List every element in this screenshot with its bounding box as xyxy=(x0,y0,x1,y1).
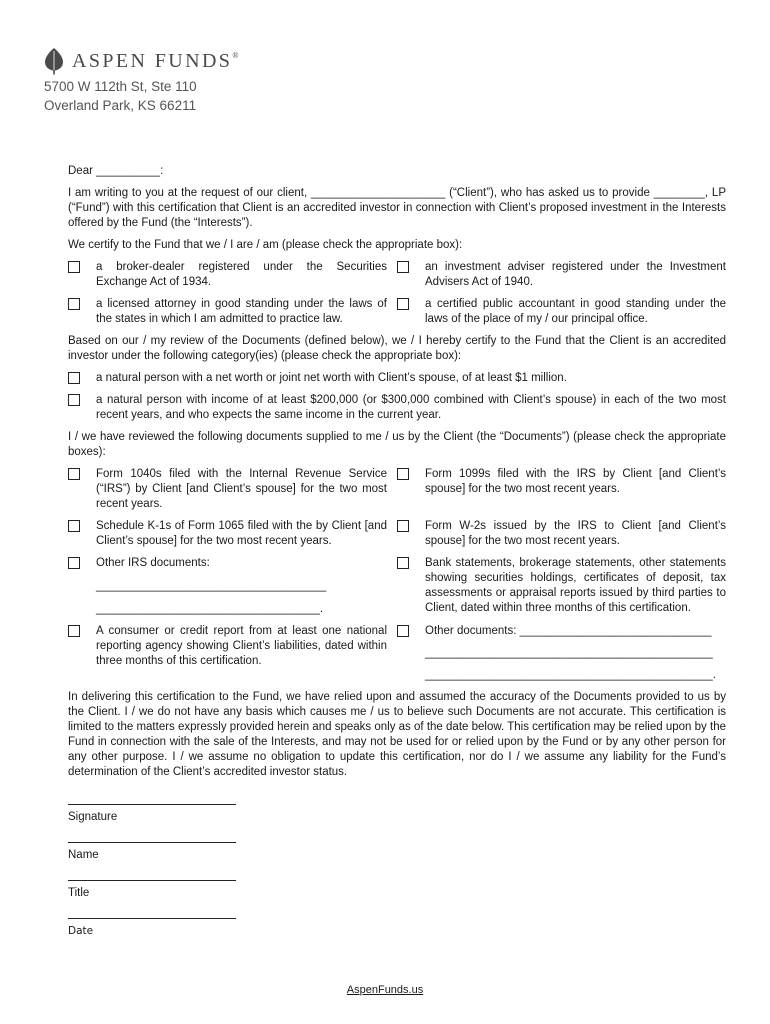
checkbox[interactable] xyxy=(68,298,80,310)
date-label: Date xyxy=(68,925,94,937)
checkbox[interactable] xyxy=(68,520,80,532)
certifier-row-2 xyxy=(68,297,726,327)
document-option xyxy=(397,624,726,683)
address-line-2: Overland Park, KS 66211 xyxy=(44,98,197,113)
other-irs-blank-1[interactable]: ____________________________________ xyxy=(96,580,327,592)
intro-paragraph: I am writing to you at the request of our client, _____________________ (“Client”), who has asked us to provide ________, LP (“Fund”) with this certification that Client is an accredited investor in connection with Client’s proposed investment in the Interests offered by the Fund (the “Interests”). xyxy=(68,187,726,229)
signature-line[interactable] xyxy=(68,804,236,805)
letterhead xyxy=(44,46,444,114)
checkbox[interactable] xyxy=(397,261,409,273)
checkbox[interactable] xyxy=(68,261,80,273)
checkbox[interactable] xyxy=(68,557,80,569)
checkbox[interactable] xyxy=(68,468,80,480)
other-docs-blank-2[interactable]: _____________________________________________. xyxy=(425,669,717,681)
letter-body xyxy=(68,164,726,956)
title-label: Title xyxy=(68,887,90,899)
checkbox[interactable] xyxy=(68,625,80,637)
documents-row-3 xyxy=(68,556,726,617)
category-option: a natural person with a net worth or joint net worth with Client’s spouse, of at least $1 million. xyxy=(68,371,726,386)
document-option: Form W-2s issued by the IRS to Client [and Client’s spouse] for the two most recent years. xyxy=(397,519,726,549)
review-prompt: Based on our / my review of the Documents (defined below), we / I hereby certify to the Fund that the Client is an accredited investor under the following category(ies) (please check the appropriate box): xyxy=(68,335,726,362)
document-option xyxy=(68,556,397,617)
checkbox[interactable] xyxy=(397,557,409,569)
checkbox[interactable] xyxy=(68,372,80,384)
website-link[interactable]: AspenFunds.us xyxy=(346,984,424,996)
name-line[interactable] xyxy=(68,842,236,843)
other-irs-label: Other IRS documents: xyxy=(96,557,210,569)
category-option: a natural person with income of at least $200,000 (or $300,000 combined with Client’s spouse) in each of the two most recent years, and who expects the same income in the current year. xyxy=(68,393,726,423)
other-irs-blank-2[interactable]: ___________________________________. xyxy=(96,603,324,615)
brand-name: ASPEN FUNDS® xyxy=(72,49,239,72)
closing-paragraph: In delivering this certification to the Fund, we have relied upon and assumed the accuracy of the Documents provided to us by the Client. I / we do not have any basis which causes me / us to believe such Documents are not accurate. This certification is limited to the matters expressly provided herein and speaks only as of the date below. This certification may be relied upon by the Fund in connection with the sale of the Interests, and may not be used for or relied upon by the Fund or by any other person for any other purpose. I / we assume no obligation to update this certification, nor do I / we assume any liability for the Fund’s determination of the Client’s accredited investor status. xyxy=(68,691,726,778)
other-documents-label[interactable]: Other documents: ______________________________ xyxy=(425,625,712,637)
address-line-1: 5700 W 112th St, Ste 110 xyxy=(44,79,197,94)
checkbox[interactable] xyxy=(397,468,409,480)
document-option: Bank statements, brokerage statements, other statements showing securities holdings, certificates of deposit, tax assessments or appraisal reports issued by third parties to Client, dated within three months of this certification. xyxy=(397,556,726,617)
certify-prompt: We certify to the Fund that we / I are / am (please check the appropriate box): xyxy=(68,239,463,251)
other-docs-blank-1[interactable]: _____________________________________________ xyxy=(425,647,713,659)
certifier-row-1 xyxy=(68,260,726,290)
name-label: Name xyxy=(68,849,99,861)
aspen-leaf-icon xyxy=(44,47,64,75)
signature-label: Signature xyxy=(68,811,118,823)
document-option: Schedule K-1s of Form 1065 filed with the by Client [and Client’s spouse] for the two most recent years. xyxy=(68,519,397,549)
document-option: Form 1040s filed with the Internal Revenue Service (“IRS”) by Client [and Client’s spouse] for the two most recent years. xyxy=(68,467,397,512)
certifier-option: a broker-dealer registered under the Securities Exchange Act of 1934. xyxy=(68,260,397,290)
date-line[interactable] xyxy=(68,918,236,919)
checkbox[interactable] xyxy=(397,298,409,310)
documents-row-2 xyxy=(68,519,726,549)
document-option: Form 1099s filed with the IRS by Client [and Client’s spouse] for the two most recent years. xyxy=(397,467,726,512)
documents-row-1 xyxy=(68,467,726,512)
signature-block xyxy=(68,804,726,939)
certifier-option: an investment adviser registered under the Investment Advisers Act of 1940. xyxy=(397,260,726,290)
checkbox[interactable] xyxy=(397,625,409,637)
documents-row-4 xyxy=(68,624,726,683)
salutation: Dear __________: xyxy=(68,165,164,177)
documents-prompt: I / we have reviewed the following documents supplied to me / us by the Client (the “Documents”) (please check the appropriate boxes): xyxy=(68,431,726,458)
document-option: A consumer or credit report from at least one national reporting agency showing Client’s liabilities, dated within three months of this certification. xyxy=(68,624,397,683)
footer xyxy=(0,984,770,996)
certifier-option: a licensed attorney in good standing under the laws of the states in which I am admitted to practice law. xyxy=(68,297,397,327)
logo xyxy=(44,46,444,76)
checkbox[interactable] xyxy=(397,520,409,532)
certifier-option: a certified public accountant in good standing under the laws of the place of my / our principal office. xyxy=(397,297,726,327)
title-line[interactable] xyxy=(68,880,236,881)
checkbox[interactable] xyxy=(68,394,80,406)
